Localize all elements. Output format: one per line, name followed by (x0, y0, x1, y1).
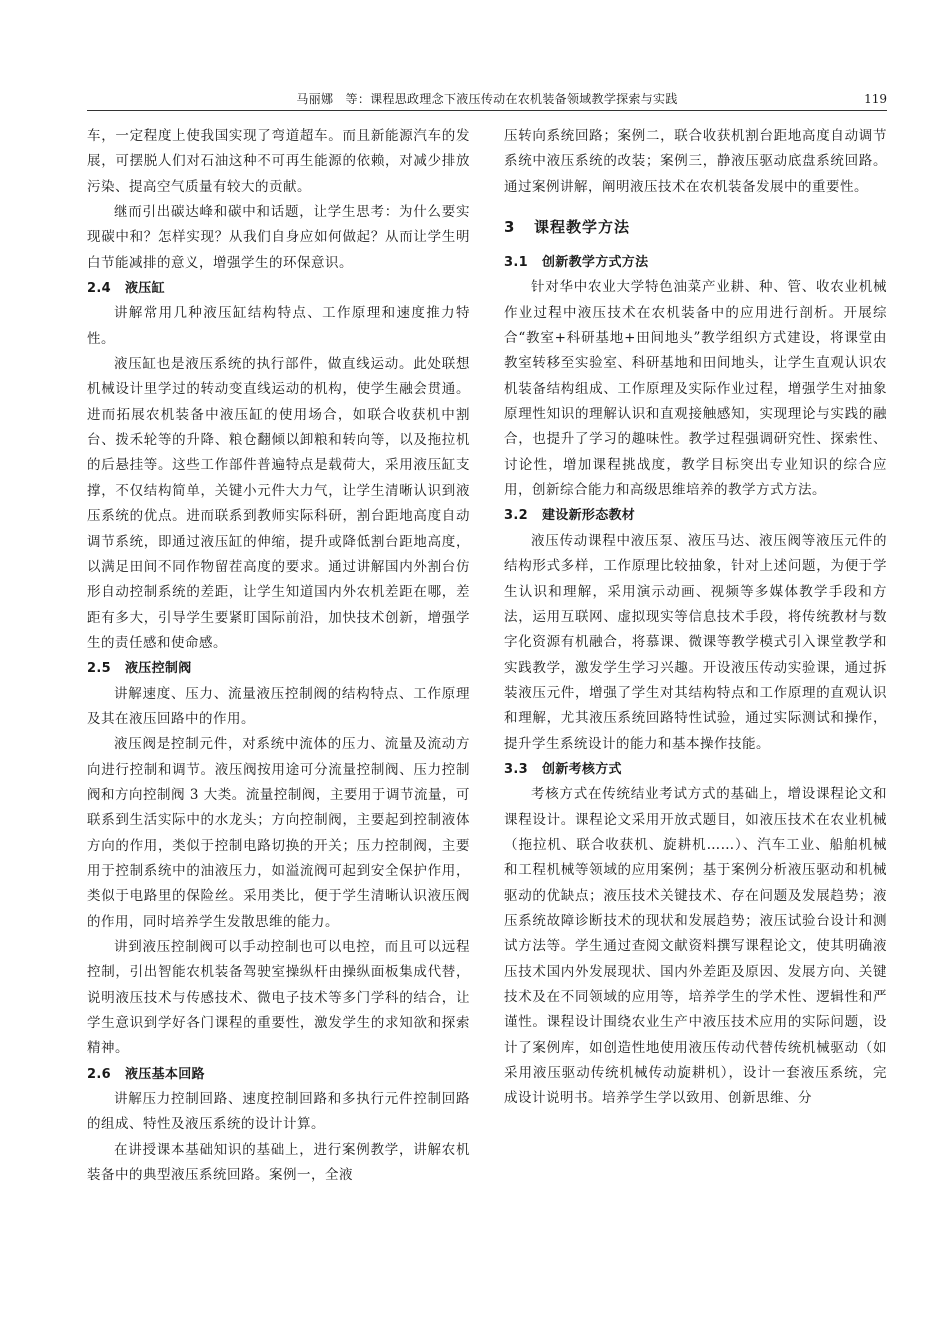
paragraph: 在讲授课本基础知识的基础上，进行案例教学，讲解农机装备中的典型液压系统回路。案例一，全液 (87, 1141, 470, 1184)
subsection-title: 液压缸 (125, 281, 165, 297)
subsection-heading-2-6 (87, 1062, 470, 1087)
subsection-heading-3-3 (504, 757, 887, 782)
paragraph: 液压阀是控制元件，对系统中流体的压力、流量及流动方向进行控制和调节。液压阀按用途可分流量控制阀、压力控制阀和方向控制阀 3 大类。流量控制阀，主要用于调节流量，可联系到生活实际中的水龙头；方向控制阀，主要起到控制液体方向的作用，类似于控制电路切换的开关；压力控制阀，主要用于控制系统中的油液压力，如溢流阀可起到安全保护作用，类似于电路里的保险丝。采用类比，便于学生清晰认识液压阀的作用，同时培养学生发散思维的能力。 (87, 736, 470, 930)
paragraph: 液压传动课程中液压泵、液压马达、液压阀等液压元件的结构形式多样，工作原理比较抽象，针对上述问题，为便于学生认识和理解，采用演示动画、视频等多媒体教学手段和方法，运用互联网、虚拟现实等信息技术手段，将传统教材与数字化资源有机融合，将慕课、微课等教学模式引入课堂教学和实践教学，激发学生学习兴趣。开设液压传动实验课，通过拆装液压元件，增强了学生对其结构特点和工作原理的直观认识和理解，尤其液压系统回路特性试验，通过实际测试和操作，提升学生系统设计的能力和基本操作技能。 (504, 532, 887, 752)
subsection-number: 3.1 (504, 255, 528, 271)
subsection-number: 3.2 (504, 508, 528, 524)
paragraph: 液压缸也是液压系统的执行部件，做直线运动。此处联想机械设计里学过的转动变直线运动的机构，使学生融会贯通。进而拓展农机装备中液压缸的使用场合，如联合收获机中割台、拨禾轮等的升降、粮仓翻倾以卸粮和转向等，以及拖拉机的后悬挂等。这些工作部件普遍特点是载荷大，采用液压缸支撑，不仅结构简单，关键小元件大力气，让学生清晰认识到液压系统的优点。进而联系到教师实际科研，割台距地高度自动调节系统，即通过液压缸的伸缩，提升或降低割台距地高度，以满足田间不同作物留茬高度的要求。通过讲解国内外割台仿形自动控制系统的差距，让学生知道国内外农机差距在哪，差距有多大，引导学生要紧盯国际前沿，加快技术创新，增强学生的责任感和使命感。 (87, 356, 470, 651)
paragraph: 考核方式在传统结业考试方式的基础上，增设课程论文和课程设计。课程论文采用开放式题目，如液压技术在农业机械（拖拉机、联合收获机、旋耕机……）、汽车工业、船舶机械和工程机械等领域的应用案例；基于案例分析液压驱动和机械驱动的优缺点；液压技术关键技术、存在问题及发展趋势；液压系统故障诊断技术的现状和发展趋势；液压试验台设计和测试方法等。学生通过查阅文献资料撰写课程论文，使其明确液压技术国内外发展现状、国内外差距及原因、发展方向、关键技术及在不同领域的应用等，培养学生的学术性、逻辑性和严谨性。课程设计围绕农业生产中液压技术应用的实际问题，设计了案例库，如创造性地使用液压传动代替传统机械驱动（如采用液压驱动传统机械传动旋耕机），设计一套液压系统，完成设计说明书。培养学生学以致用、创新思维、分 (504, 786, 887, 1107)
section-number: 3 (504, 218, 516, 237)
subsection-title: 建设新形态教材 (542, 508, 636, 524)
paragraph: 讲解压力控制回路、速度控制回路和多执行元件控制回路的组成、特性及液压系统的设计计算。 (87, 1091, 470, 1133)
paragraph: 压转向系统回路；案例二，联合收获机割台距地高度自动调节系统中液压系统的改装；案例三，静液压驱动底盘系统回路。通过案例讲解，阐明液压技术在农机装备发展中的重要性。 (504, 128, 887, 195)
section-title: 课程教学方法 (534, 218, 631, 237)
subsection-heading-3-1 (504, 250, 887, 275)
subsection-heading-2-5 (87, 656, 470, 681)
subsection-number: 3.3 (504, 761, 528, 777)
subsection-title: 创新考核方式 (542, 761, 622, 777)
paragraph: 讲解常用几种液压缸结构特点、工作原理和速度推力特性。 (87, 305, 470, 347)
paragraph: 针对华中农业大学特色油菜产业耕、种、管、收农业机械作业过程中液压技术在农机装备中的应用进行剖析。开展综合“教室+科研基地+田间地头”教学组织方式建设，将课堂由教室转移至实验室、科研基地和田间地头，让学生直观认识农机装备结构组成、工作原理及实际作业过程，增强学生对抽象原理性知识的理解认识和直观接触感知，实现理论与实践的融合，也提升了学习的趣味性。教学过程强调研究性、探索性、讨论性，增加课程挑战度，教学目标突出专业知识的综合应用，创新综合能力和高级思维培养的教学方式方法。 (504, 279, 887, 499)
running-title: 马丽娜 等：课程思政理念下液压传动在农机装备领域教学探索与实践 (296, 92, 678, 106)
left-column (87, 124, 470, 1188)
paragraph: 继而引出碳达峰和碳中和话题，让学生思考：为什么要实现碳中和？怎样实现？从我们自身应如何做起？从而让学生明白节能减排的意义，增强学生的环保意识。 (87, 204, 470, 271)
paragraph: 讲到液压控制阀可以手动控制也可以电控，而且可以远程控制，引出智能农机装备驾驶室操纵杆由操纵面板集成代替，说明液压技术与传感技术、微电子技术等多门学科的结合，让学生意识到学好各门课程的重要性，激发学生的求知欲和探索精神。 (87, 939, 470, 1057)
subsection-title: 液压控制阀 (125, 661, 192, 677)
subsection-heading-3-2 (504, 503, 887, 528)
subsection-number: 2.5 (87, 661, 111, 677)
subsection-title: 创新教学方式方法 (542, 255, 649, 271)
paragraph: 讲解速度、压力、流量液压控制阀的结构特点、工作原理及其在液压回路中的作用。 (87, 685, 470, 727)
section-heading-3 (504, 214, 887, 240)
subsection-title: 液压基本回路 (125, 1066, 205, 1082)
subsection-number: 2.6 (87, 1066, 111, 1082)
paragraph: 车，一定程度上使我国实现了弯道超车。而且新能源汽车的发展，可摆脱人们对石油这种不可再生能源的依赖，对减少排放污染、提高空气质量有较大的贡献。 (87, 128, 470, 195)
running-header (87, 89, 887, 111)
subsection-number: 2.4 (87, 281, 111, 297)
subsection-heading-2-4 (87, 276, 470, 301)
page-number: 119 (864, 92, 887, 106)
right-column (504, 124, 887, 1112)
header-rule (87, 110, 887, 111)
